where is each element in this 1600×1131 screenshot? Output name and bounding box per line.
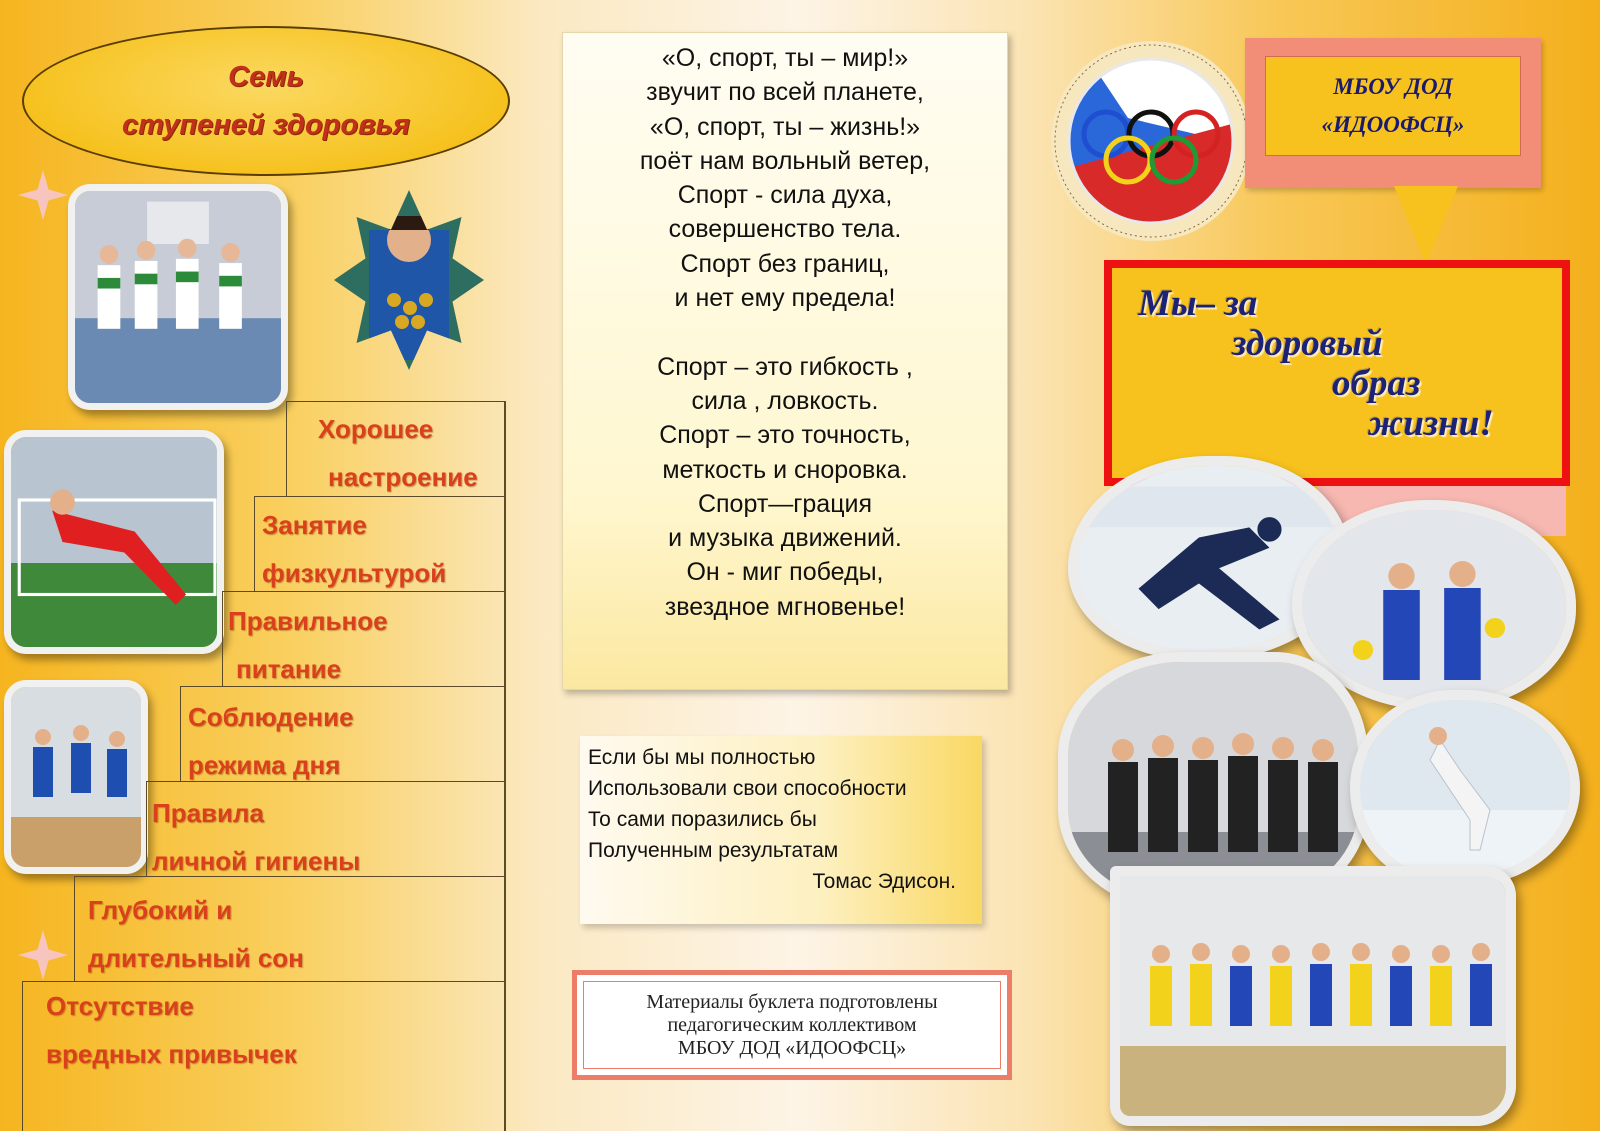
step-5: [152, 789, 360, 885]
poem-line: поёт нам вольный ветер,: [639, 146, 931, 175]
stair-riser: [254, 496, 255, 591]
quote-line: То сами поразились бы: [588, 808, 817, 831]
step-5-line-1: Правила: [152, 798, 264, 828]
step-7: [46, 982, 297, 1078]
step-4: [188, 693, 354, 789]
org-line-2: «ИДООФСЦ»: [1321, 112, 1465, 137]
poem-line: «О, спорт, ты – жизнь!»: [649, 112, 921, 141]
poem-line: и музыка движений.: [668, 524, 902, 553]
organization-name-box: [1265, 56, 1521, 156]
photo-volleyball-play: [4, 680, 148, 874]
stair-riser: [286, 401, 287, 496]
step-1: [318, 405, 478, 501]
photo-star-medalist: [334, 190, 484, 370]
title-oval: [22, 26, 510, 176]
callout-pointer: [1394, 186, 1458, 264]
credits-line: Материалы буклета подготовлены: [646, 990, 938, 1013]
step-4-line-1: Соблюдение: [188, 702, 354, 732]
poem-line: и нет ему предела!: [674, 284, 896, 313]
poem-box: [562, 32, 1008, 690]
credits-line: МБОУ ДОД «ИДООФСЦ»: [677, 1036, 907, 1059]
poem-line: меткость и сноровка.: [662, 455, 908, 484]
step-2: [262, 501, 446, 597]
edison-quote-box: [580, 736, 982, 924]
poem-line: совершенство тела.: [668, 215, 902, 244]
step-3-line-2: питание: [236, 654, 342, 684]
step-6-line-1: Глубокий и: [88, 895, 233, 925]
stair-riser: [146, 781, 147, 876]
poem: [563, 41, 1007, 624]
slogan-line-2: здоровый: [1232, 323, 1383, 364]
stair-tread: [286, 401, 505, 402]
step-7-line-2: вредных привычек: [46, 1039, 297, 1069]
stair-riser: [222, 591, 223, 686]
title-line-2: ступеней здоровья: [122, 109, 410, 141]
poem-line: Спорт – это точность,: [659, 421, 911, 450]
slogan-line-3: образ: [1332, 363, 1421, 404]
step-5-line-2: личной гигиены: [152, 846, 361, 876]
credits-line: педагогическим коллективом: [667, 1013, 917, 1036]
photo-figure-skater: [1350, 690, 1580, 886]
quote-author: Томас Эдисон.: [812, 870, 956, 893]
pink-star-icon: [18, 930, 68, 980]
poem-line: Спорт - сила духа,: [677, 181, 893, 210]
poem-line: Спорт – это гибкость ,: [657, 352, 913, 381]
step-6: [88, 886, 304, 982]
sports-center-emblem: [1048, 38, 1254, 244]
slogan-line-1: Мы– за: [1138, 283, 1258, 324]
org-line-1: МБОУ ДОД: [1333, 74, 1453, 99]
poem-line: Спорт без границ,: [680, 249, 890, 278]
step-1-line-1: Хорошее: [318, 414, 434, 444]
step-7-line-1: Отсутствие: [46, 991, 194, 1021]
credits-box: [572, 970, 1012, 1080]
stair-right-edge: [504, 401, 506, 1131]
quote-line: Если бы мы полностью: [588, 746, 816, 769]
organization-name-frame: [1245, 38, 1541, 188]
slogan-box: [1104, 260, 1570, 486]
poem-line: звучит по всей планете,: [646, 78, 924, 107]
quote-line: Использовали свои способности: [588, 777, 907, 800]
poem-blank-line: [563, 315, 1007, 349]
step-2-line-1: Занятие: [262, 510, 367, 540]
poem-line: Спорт—грация: [697, 489, 873, 518]
slogan-line-4: жизни!: [1368, 403, 1494, 444]
stair-riser: [74, 876, 75, 981]
poem-line: сила , ловкость.: [691, 386, 879, 415]
photo-basketball-team: [68, 184, 288, 410]
credits-inner-frame: [583, 981, 1001, 1069]
step-6-line-2: длительный сон: [88, 943, 304, 973]
stair-riser: [180, 686, 181, 781]
poem-line: Он - миг победы,: [686, 558, 884, 587]
step-2-line-2: физкультурой: [262, 558, 447, 588]
step-4-line-2: режима дня: [188, 750, 341, 780]
step-3: [228, 597, 388, 693]
step-1-line-2: настроение: [328, 462, 478, 492]
step-3-line-1: Правильное: [228, 606, 388, 636]
photo-volleyball-team: [1110, 866, 1516, 1126]
stair-riser: [22, 981, 23, 1131]
quote-line: Полученным результатам: [588, 839, 839, 862]
photo-goalkeeper: [4, 430, 224, 654]
poem-line: «О, спорт, ты – мир!»: [661, 44, 909, 72]
pink-star-icon: [18, 170, 68, 220]
title-line-1: Семь: [228, 61, 304, 93]
poem-line: звездное мгновенье!: [664, 592, 906, 621]
